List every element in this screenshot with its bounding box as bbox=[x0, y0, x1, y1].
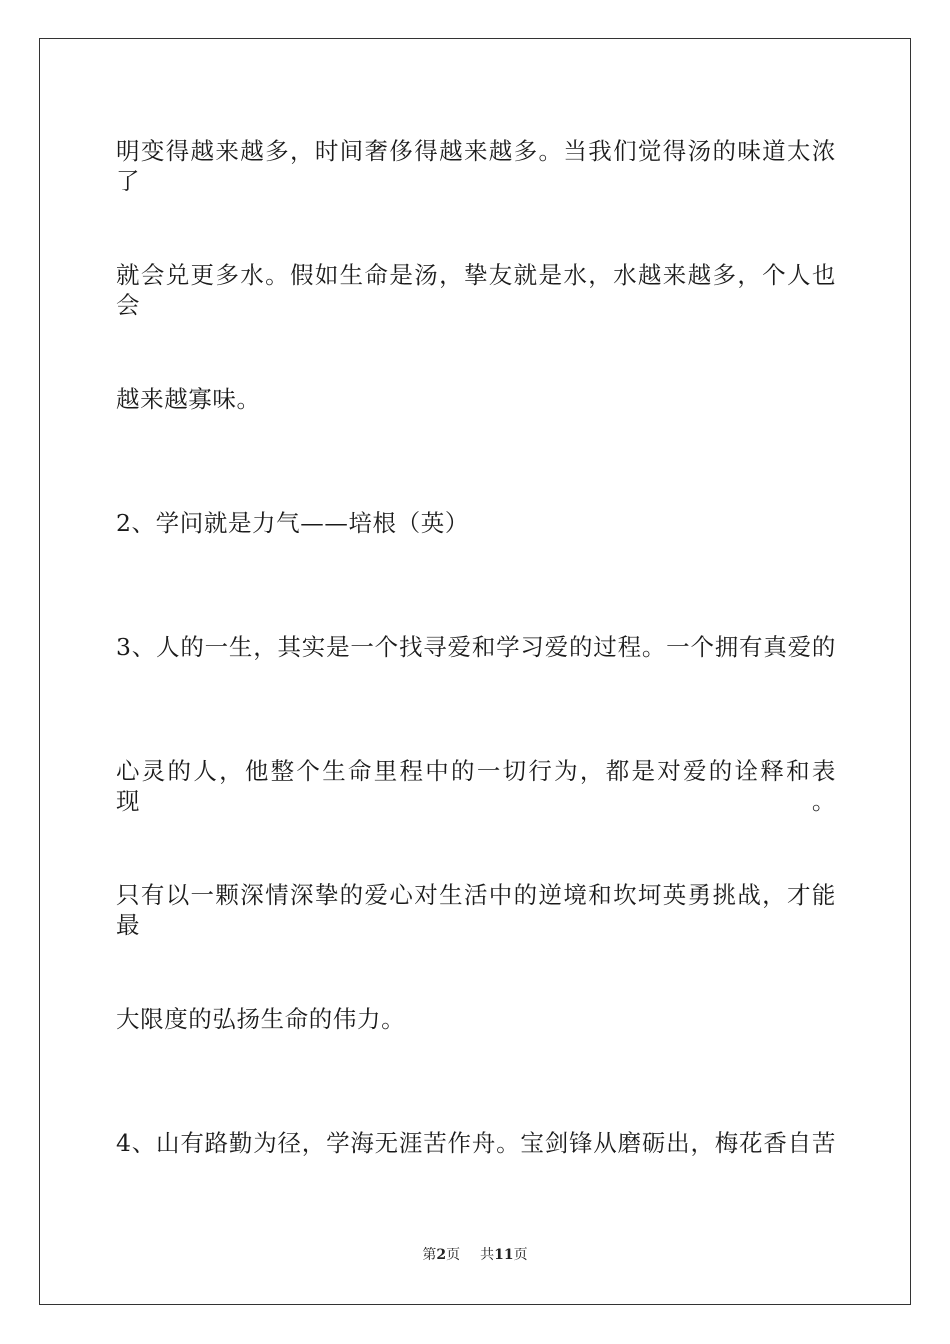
page-prefix: 第 bbox=[422, 1247, 437, 1263]
page-footer bbox=[0, 1246, 950, 1264]
total-pages: 11 bbox=[494, 1247, 514, 1263]
page-border bbox=[39, 38, 911, 1305]
text-line-8: 大限度的弘扬生命的伟力。 bbox=[116, 1005, 406, 1033]
text-line-2: 就会兑更多水。假如生命是汤，挚友就是水，水越来越多，个人也会 bbox=[116, 261, 836, 319]
page-suffix: 页 bbox=[446, 1247, 461, 1263]
text-line-9: 4、山有路勤为径，学海无涯苦作舟。宝剑锋从磨砺出，梅花香自苦 bbox=[116, 1129, 836, 1157]
total-prefix: 共 bbox=[480, 1247, 495, 1263]
text-line-6: 心灵的人，他整个生命里程中的一切行为，都是对爱的诠释和表现。 bbox=[116, 757, 836, 815]
page-number: 2 bbox=[436, 1247, 447, 1263]
text-line-3: 越来越寡味。 bbox=[116, 385, 261, 413]
total-suffix: 页 bbox=[513, 1247, 528, 1263]
text-line-1: 明变得越来越多，时间奢侈得越来越多。当我们觉得汤的味道太浓了 bbox=[116, 137, 836, 195]
text-line-4: 2、学问就是力气——培根（英） bbox=[116, 509, 469, 537]
text-line-7: 只有以一颗深情深挚的爱心对生活中的逆境和坎坷英勇挑战，才能最 bbox=[116, 881, 836, 939]
text-line-5: 3、人的一生，其实是一个找寻爱和学习爱的过程。一个拥有真爱的 bbox=[116, 633, 836, 661]
